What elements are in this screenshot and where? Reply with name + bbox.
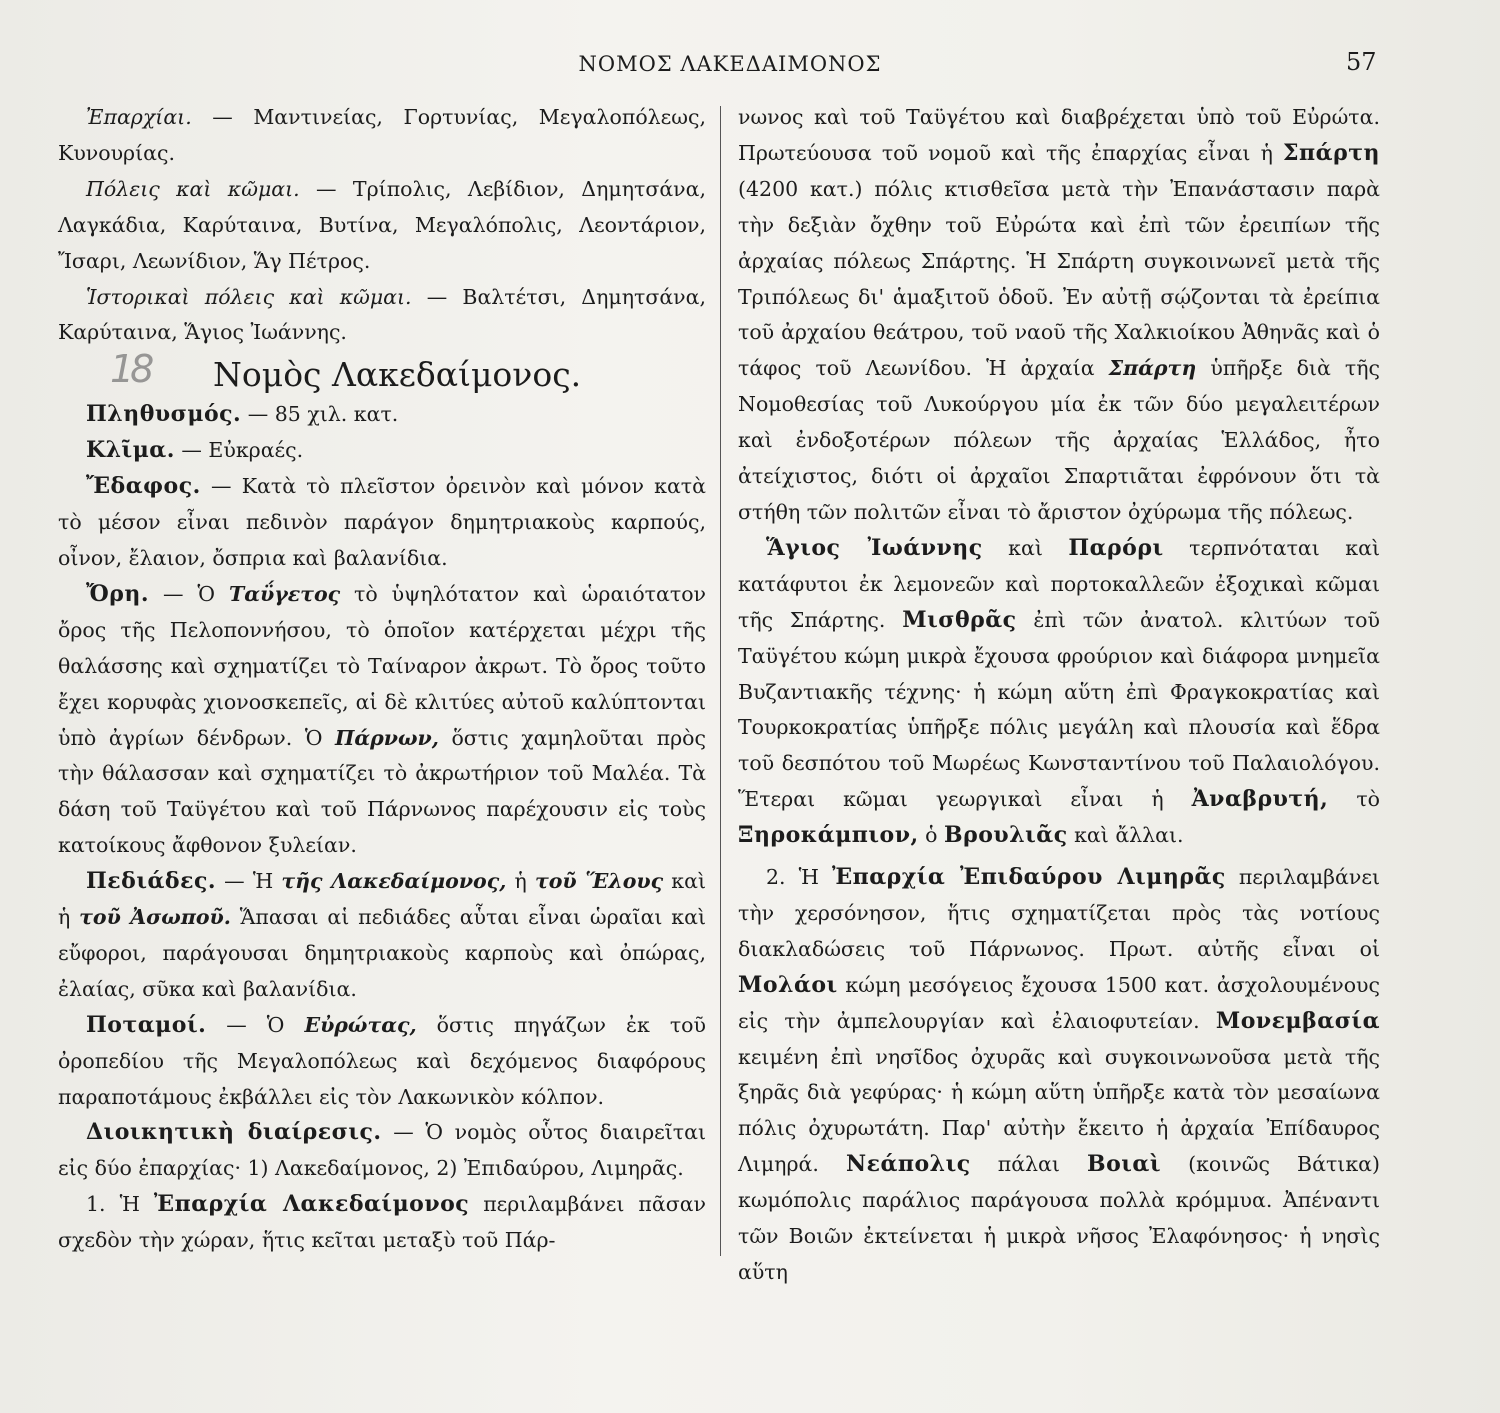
right-column [738,100,1380,1291]
paragraph-dioikitiki [58,1115,706,1187]
pediades-lakedaimonos: τῆς Λακεδαίμονος, [281,869,507,894]
eparchia1-label: Ἐπαρχία Λακεδαίμονος [153,1191,470,1218]
p2-text-6: καὶ ἄλλαι. [1067,823,1184,848]
poleis-text: — Τρίπολις, Λεβίδιον, Δημητσάνα, Λαγκάδια, Καρύταινα, Βυτίνα, Μεγαλόπολις, Λεοντάριον, Ἴσαρι, Λεωνίδιον, Ἅγ Πέτρος. [58,176,706,273]
pediades-text-2: ἡ [506,869,535,894]
p2-text-5: ὁ [918,823,945,848]
eparchiai-text: — Μαντινείας, Γορτυνίας, Μεγαλοπόλεως, Κυνουρίας. [58,105,706,165]
potamoi-label: Ποταμοί. [86,1011,207,1038]
potamoi-eurotas: Εὐρώτας, [304,1012,417,1037]
plithysmos-text: — 85 χιλ. κατ. [241,402,399,427]
section-title: Νομὸς Λακεδαίμονος. [213,355,582,395]
paragraph-ori [58,577,706,864]
historikai-label: Ἱστορικαὶ πόλεις καὶ κῶμαι. [86,284,412,309]
p2-anavryti: Ἀναβρυτή, [1191,786,1329,813]
handwritten-mark: 18 [110,347,151,392]
pediades-text-3: καὶ ἡ [58,869,706,930]
poleis-label: Πόλεις καὶ κῶμαι. [86,176,300,201]
p2-mistras: Μισθρᾶς [902,606,1017,633]
pediades-text-4: Ἅπασαι αἱ πεδιάδες αὗται εἶναι ὡραῖαι καὶ εὔφοροι, παράγουσαι δημητριακοὺς καρποὺς καὶ ὀπώρας, ἐλαίας, σῦκα καὶ βαλανίδια. [58,905,706,1001]
p3-monemvasia: Μονεμβασία [1215,1007,1380,1034]
potamoi-text-2: ὅστις πηγάζων ἐκ τοῦ ὀροπεδίου τῆς Μεγαλοπόλεως καὶ δεχόμενος διαφόρους παραποτάμους ἐκβάλλει εἰς τὸν Λακωνικὸν κόλπον. [58,1012,706,1109]
paragraph-historikai [58,280,706,352]
ori-taygetos: Ταΰγετος [228,581,341,606]
p3-text-2: κώμη μεσόγειος ἔχουσα 1500 κατ. ἀσχολουμένους εἰς τὴν ἀμπελουργίαν καὶ ἐλαιοφυτείαν. [738,972,1380,1033]
pediades-asopou: τοῦ Ἀσωποῦ. [79,905,231,930]
paragraph-komai [738,531,1380,854]
page-number: 57 [1346,48,1377,76]
klima-text: — Εὐκραές. [174,438,304,463]
p3-text-5: (κοινῶς Βάτικα) κωμόπολις παράλιος παράγουσα πολλὰ κρόμμυα. Ἀπέναντι τῶν Βοιῶν ἐκτείνεται ἡ μικρὰ νῆσος Ἐλαφόνησος· ἡ νησὶς αὕτη [738,1152,1380,1284]
paragraph-plithysmos [58,397,706,433]
historikai-text: — Βαλτέτσι, Δημητσάνα, Καρύταινα, Ἅγιος Ἰωάννης. [58,284,706,345]
p2-text-4: τὸ [1328,787,1380,812]
potamoi-text-1: — Ὁ [206,1012,305,1037]
p2-parori: Παρόρι [1068,534,1164,561]
eparchia1-prefix: 1. Ἡ [86,1192,154,1217]
p1-text-1: νωνος καὶ τοῦ Ταϋγέτου καὶ διαβρέχεται ὑπὸ τοῦ Εὐρώτα. Πρωτεύουσα τοῦ νομοῦ καὶ τῆς ἐπαρχίας εἶναι ἡ [738,105,1380,165]
ori-text-3: ὅστις χαμηλοῦται πρὸς τὴν θάλασσαν καὶ σχηματίζει τὸ ἀκρωτήριον τοῦ Μαλέα. Τὰ δάση τοῦ Ταϋγέτου καὶ τοῦ Πάρνωνος παρέχουσιν εἰς τοὺς κατοίκους ἄφθονον ξυλείαν. [58,725,706,858]
paragraph-eparchia-2 [738,860,1380,1291]
running-title: ΝΟΜΟΣ ΛΑΚΕΔΑΙΜΟΝΟΣ [578,52,882,76]
p1-sparti: Σπάρτη [1282,139,1380,166]
left-column [58,100,706,1259]
column-divider [720,106,721,1256]
pediades-label: Πεδιάδες. [86,868,217,895]
p3-label: Ἐπαρχία Ἐπιδαύρου Λιμηρᾶς [831,864,1226,891]
p2-text-3: ἐπὶ τῶν ἀνατολ. κλιτύων τοῦ Ταϋγέτου κώμη μικρὰ ἔχουσα φρούριον καὶ διάφορα μνημεῖα Βυζαντιακῆς τέχνης· ἡ κώμη αὕτη ἐπὶ Φραγκοκρατίας καὶ Τουρκοκρατίας ὑπῆρξε πόλις μεγάλη καὶ πλουσία καὶ ἕδρα τοῦ δεσπότου τοῦ Μωρέως Κωνσταντίνου τοῦ Παλαιολόγου. Ἕτεραι κῶμαι γεωργικαὶ εἶναι ἡ [738,607,1380,812]
p3-voiai: Βοιαὶ [1087,1151,1162,1178]
p2-xirokampion: Ξηροκάμπιον, [738,822,919,849]
plithysmos-label: Πληθυσμός. [86,401,242,428]
p3-text-3: κειμένη ἐπὶ νησῖδος ὀχυρᾶς καὶ συγκοινωνοῦσα μετὰ τῆς ξηρᾶς διὰ γεφύρας· ἡ κώμη αὕτη ὑπῆρξε κατὰ τὸν μεσαίωνα πόλις ὀχυρωτάτη. Παρ' αὐτὴν ἔκειτο ἡ ἀρχαία Ἐπίδαυρος Λιμηρά. [738,1044,1380,1177]
klima-label: Κλῖμα. [86,437,175,464]
ori-text-2: τὸ ὑψηλότατον καὶ ὡραιότατον ὄρος τῆς Πελοποννήσου, τὸ ὁποῖον κατέρχεται μέχρι τῆς θαλάσσης καὶ σχηματίζει τὸ Ταίναρον ἀκρωτ. Τὸ ὄρος τοῦτο ἔχει κορυφὰς χιονοσκεπεῖς, αἱ δὲ κλιτύες αὐτοῦ καλύπτονται ὑπὸ ἀγρίων δένδρων. Ὁ [58,581,706,750]
p1-sparti-italic: Σπάρτη [1108,356,1197,381]
pediades-text-1: — Ἡ [216,869,282,894]
p1-text-3: ὑπῆρξε διὰ τῆς Νομοθεσίας τοῦ Λυκούργου μία ἐκ τῶν δύο μεγαλειτέρων καὶ ἐνδοξοτέρων πόλεων τῆς ἀρχαίας Ἑλλάδος, ἦτο ἀτείχιστος, διότι οἱ ἀρχαῖοι Σπαρτιᾶται ἐφρόνουν ὅτι τὰ στήθη τῶν πολιτῶν εἶναι τὸ ἄριστον ὀχύρωμα τῆς πόλεως. [738,356,1380,524]
p3-text-4: πάλαι [970,1152,1088,1177]
paragraph-poleis [58,172,706,280]
section-title-block [58,347,706,397]
paragraph-eparchiai [58,100,706,172]
paragraph-potamoi [58,1008,706,1116]
paragraph-edafos [58,469,706,577]
p2-text-1: καὶ [982,535,1069,560]
p3-molaoi: Μολάοι [738,971,838,998]
edafos-label: Ἔδαφος. [86,473,201,500]
p3-neapolis: Νεάπολις [845,1151,971,1178]
paragraph-pediades [58,864,706,1008]
p2-vroulias: Βρουλιᾶς [944,822,1068,849]
dioikitiki-text: — Ὁ νομὸς οὗτος διαιρεῖται εἰς δύο ἐπαρχίας· 1) Λακεδαίμονος, 2) Ἐπιδαύρου, Λιμηρᾶς. [58,1120,706,1181]
p2-text-2: τερπνόταται καὶ κατάφυτοι ἐκ λεμονεῶν καὶ πορτοκαλλεῶν ἐξοχικαὶ κῶμαι τῆς Σπάρτης. [738,535,1380,632]
ori-text-1: — Ὁ [149,581,229,606]
p1-text-2: (4200 κατ.) πόλις κτισθεῖσα μετὰ τὴν Ἐπανάστασιν παρὰ τὴν δεξιὰν ὄχθην τοῦ Εὐρώτα καὶ ἐπὶ τῶν ἐρειπίων τῆς ἀρχαίας πόλεως Σπάρτης. Ἡ Σπάρτη συγκοινωνεῖ μετὰ τῆς Τριπόλεως δι' ἁμαξιτοῦ ὁδοῦ. Ἐν αὐτῇ σῴζονται τὰ ἐρείπια τοῦ ἀρχαίου θεάτρου, τοῦ ναοῦ τῆς Χαλκιοίκου Ἀθηνᾶς καὶ ὁ τάφος τοῦ Λεωνίδου. Ἡ ἀρχαία [738,176,1380,381]
edafos-text: — Κατὰ τὸ πλεῖστον ὀρεινὸν καὶ μόνον κατὰ τὸ μέσον εἶναι πεδινὸν παράγον δημητριακοὺς καρπούς, οἶνον, ἔλαιον, ὄσπρια καὶ βαλανίδια. [58,474,706,570]
p3-prefix: 2. Ἡ [766,865,832,890]
dioikitiki-label: Διοικητικὴ διαίρεσις. [86,1119,382,1146]
eparchiai-label: Ἐπαρχίαι. [86,105,192,129]
paragraph-klima [58,433,706,469]
ori-parnon: Πάρνων, [335,725,439,750]
ori-label: Ὄρη. [86,580,150,607]
pediades-elous: τοῦ Ἕλους [534,869,664,894]
paragraph-eparchia-1 [58,1187,706,1259]
paragraph-sparti [738,100,1380,531]
p3-text-1: περιλαμβάνει τὴν χερσόνησον, ἥτις σχηματίζεται πρὸς τὰς νοτίους διακλαδώσεις τοῦ Πάρνωνος. Πρωτ. αὐτῆς εἶναι οἱ [738,865,1380,961]
p2-agios: Ἅγιος Ἰωάννης [766,534,983,561]
eparchia1-text: περιλαμβάνει πᾶσαν σχεδὸν τὴν χώραν, ἥτις κεῖται μεταξὺ τοῦ Πάρ- [58,1192,706,1253]
